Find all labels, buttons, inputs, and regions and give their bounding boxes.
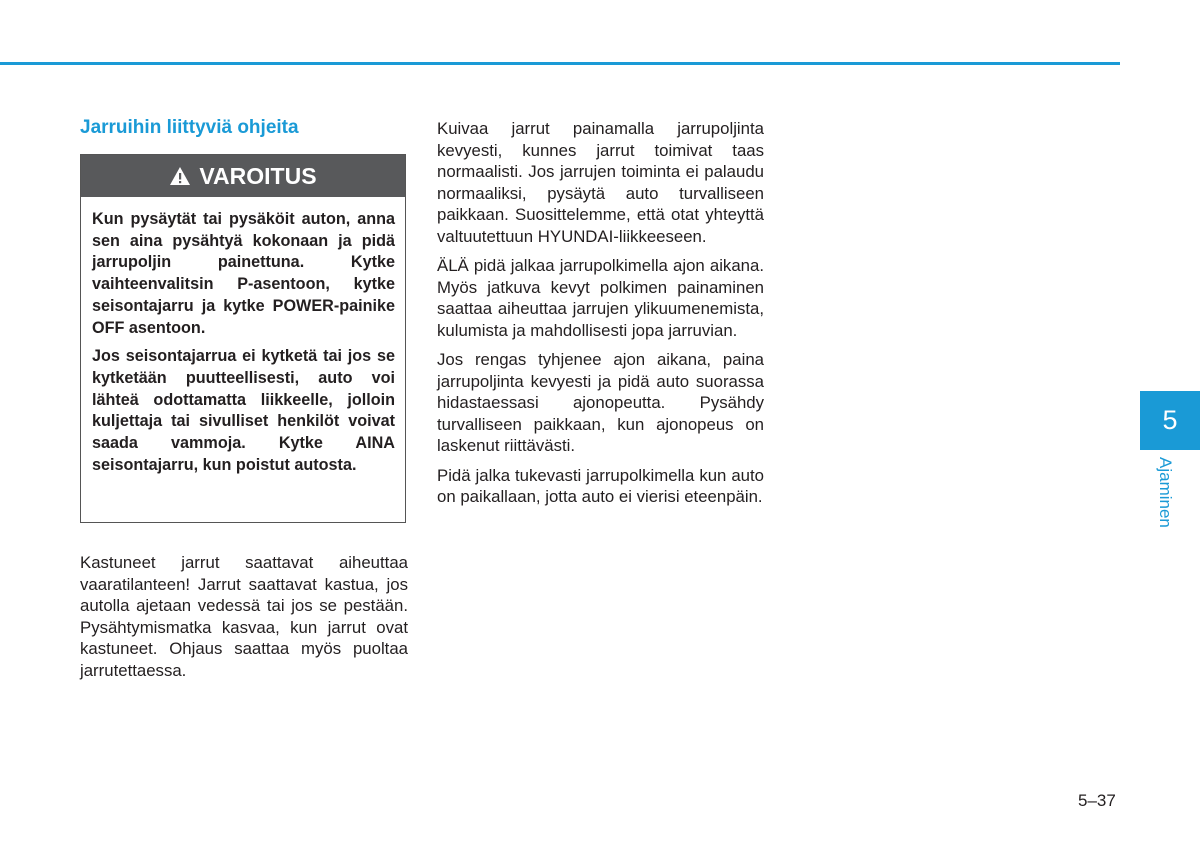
- chapter-number: 5: [1162, 405, 1178, 435]
- warning-triangle-icon: [169, 166, 191, 186]
- warning-body: [81, 197, 405, 476]
- body-paragraph: Pidä jalka tukevasti jarrupolkimella kun auto on paikallaan, jotta auto ei vierisi eteenpäin.: [437, 465, 764, 506]
- chapter-title: Ajaminen: [1156, 457, 1175, 528]
- warning-header: [81, 155, 405, 197]
- body-paragraph: Kuivaa jarrut painamalla jarrupoljinta kevyesti, kunnes jarrut toimivat taas normaalisti. Jos jarrujen toiminta ei palaudu normaaliksi, pysäytä auto turvalliseen paikkaan. Suosittelemme, että otat yhteyttä valtuutettuun HYUNDAI-liikkeeseen.: [437, 119, 764, 246]
- warning-title: VAROITUS: [199, 162, 317, 189]
- chapter-tab: [1140, 391, 1200, 450]
- warning-paragraph: Jos seisontajarrua ei kytketä tai jos se kytketään puutteellisesti, auto voi lähteä odottamatta liikkeelle, jolloin kuljettaja tai sivulliset henkilöt voivat saada vammoja. Kytke AINA seisontajarru, kun poistut autosta.: [92, 347, 395, 474]
- page-number: 5–37: [1078, 791, 1116, 810]
- body-paragraph: Kastuneet jarrut saattavat aiheuttaa vaaratilanteen! Jarrut saattavat kastua, jos autolla ajetaan vedessä tai jos se pestään. Pysähtymismatka kasvaa, kun jarrut ovat kastuneet. Ohjaus saattaa myös puoltaa jarrutettaessa.: [80, 553, 408, 680]
- body-paragraph: ÄLÄ pidä jalkaa jarrupolkimella ajon aikana. Myös jatkuva kevyt polkimen painaminen saattaa aiheuttaa jarrujen ylikuumenemista, kulumista ja mahdollisesti jopa jarruvian.: [437, 256, 764, 340]
- left-column-text: [80, 552, 408, 689]
- right-column-text: [437, 118, 764, 516]
- section-heading: Jarruihin liittyviä ohjeita: [80, 117, 299, 138]
- warning-paragraph: Kun pysäytät tai pysäköit auton, anna sen aina pysähtyä kokonaan ja pidä jarrupoljin painettuna. Kytke vaihteenvalitsin P-asentoon, kytke seisontajarru ja kytke POWER-painike OFF asentoon.: [92, 210, 395, 337]
- warning-box: [80, 154, 406, 523]
- top-rule: [0, 62, 1120, 65]
- body-paragraph: Jos rengas tyhjenee ajon aikana, paina jarrupoljinta kevyesti ja pidä auto suorassa hidastaessasi ajonopeutta. Pysähdy turvalliseen paikkaan, kun ajonopeus on laskenut riittävästi.: [437, 350, 764, 455]
